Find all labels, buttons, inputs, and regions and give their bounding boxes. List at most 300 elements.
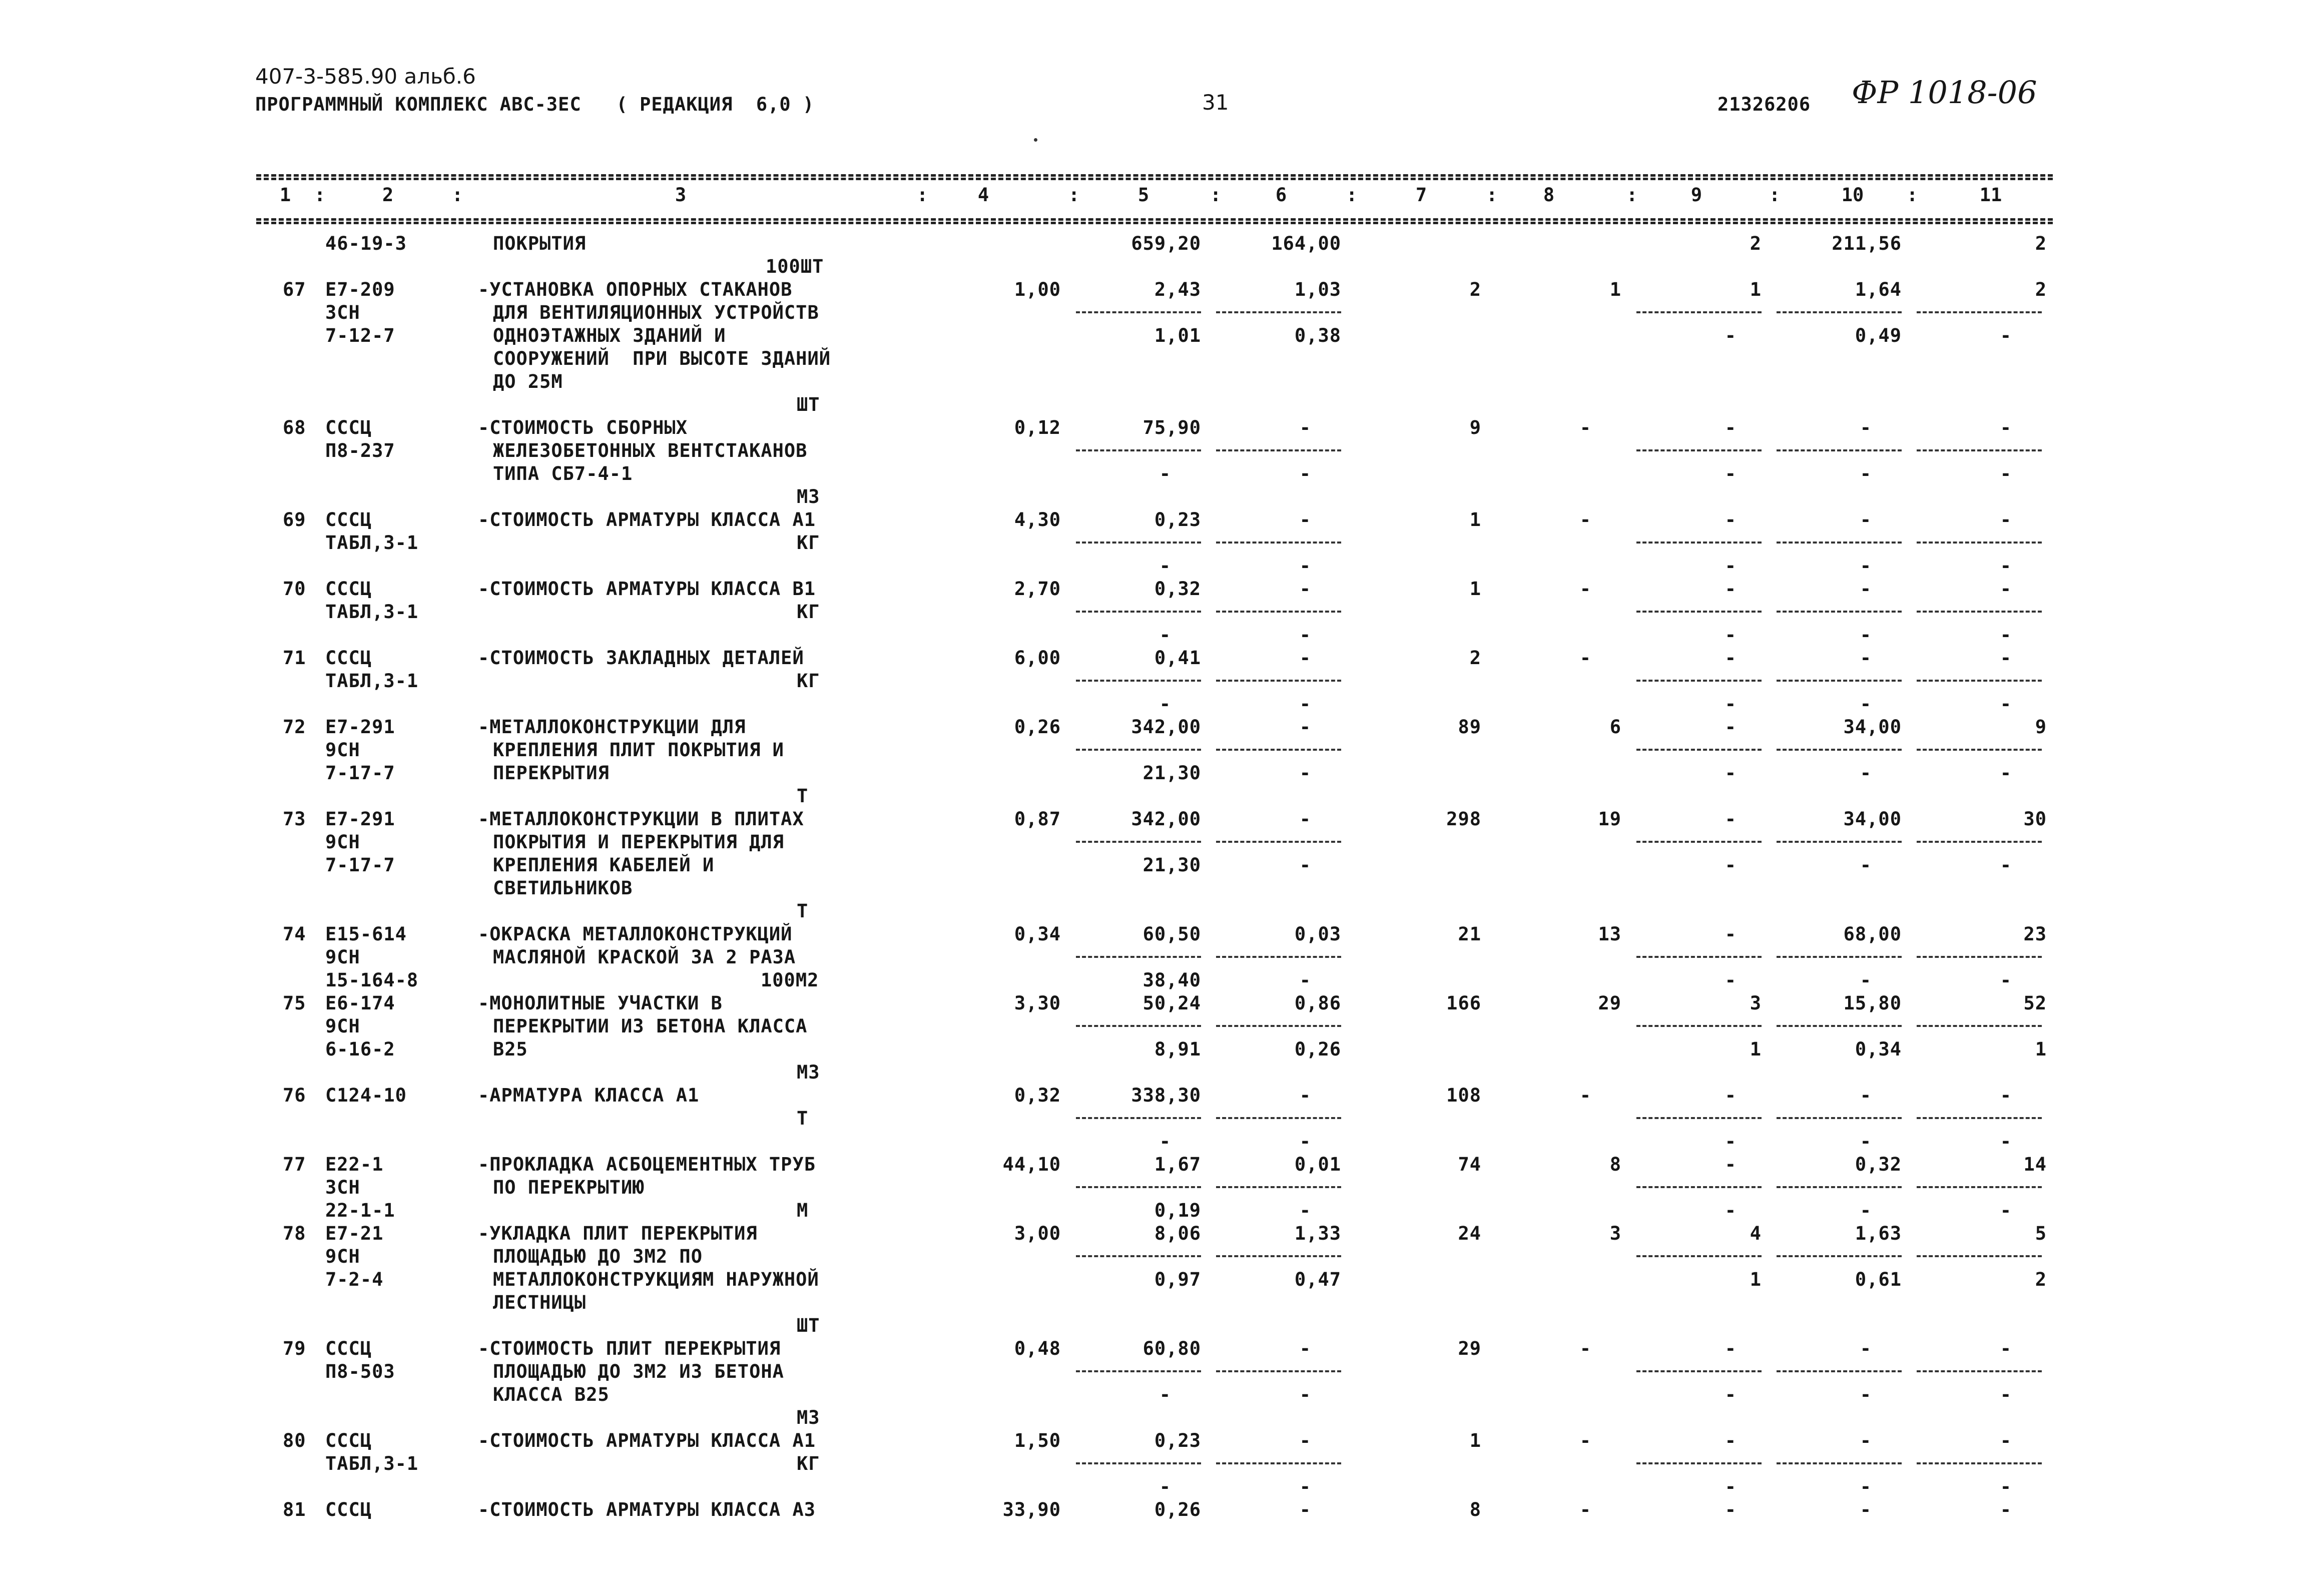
divider xyxy=(1216,311,1341,313)
col9: - xyxy=(1724,1200,1737,1221)
col11: 2 xyxy=(2035,233,2047,254)
rate-code: Е6-174 xyxy=(325,992,395,1014)
rate-code: СССЦ xyxy=(325,578,372,600)
col9: - xyxy=(1724,647,1737,669)
rate-code-sub: 9СН xyxy=(325,831,360,853)
row-number: 75 xyxy=(283,992,306,1014)
col5: 60,50 xyxy=(1142,923,1201,945)
col5: 342,00 xyxy=(1131,716,1201,738)
page-number: 31 xyxy=(1202,90,1229,115)
col6: - xyxy=(1299,693,1311,715)
col11: 23 xyxy=(2023,923,2047,945)
row-number: 78 xyxy=(283,1223,306,1244)
col9: - xyxy=(1724,463,1737,484)
row-number: 72 xyxy=(283,716,306,738)
description: ПЕРЕКРЫТИИ ИЗ БЕТОНА КЛАССА xyxy=(493,1015,808,1037)
rate-code-sub: П8-237 xyxy=(325,440,395,461)
col10: - xyxy=(1860,969,1872,991)
rate-code-ref: 7-17-7 xyxy=(325,762,395,784)
col11: 14 xyxy=(2023,1154,2047,1175)
divider xyxy=(1076,542,1201,544)
col8: - xyxy=(1579,509,1591,530)
header-bottom-rule xyxy=(256,218,2053,224)
col7: 1 xyxy=(1469,1430,1481,1451)
col8: - xyxy=(1579,1338,1591,1359)
col10: - xyxy=(1860,854,1872,876)
col11: - xyxy=(2000,762,2012,784)
col6: - xyxy=(1299,716,1311,738)
col8: 6 xyxy=(1609,716,1621,738)
description: ПЛОЩАДЬЮ ДО 3М2 ИЗ БЕТОНА xyxy=(493,1361,784,1382)
divider xyxy=(1636,611,1762,613)
col10: 0,34 xyxy=(1855,1038,1902,1060)
col11: - xyxy=(2000,647,2012,669)
description: КРЕПЛЕНИЯ КАБЕЛЕЙ И xyxy=(493,854,715,876)
col9: 1 xyxy=(1750,1038,1762,1060)
col9: - xyxy=(1724,1131,1737,1152)
col9: 3 xyxy=(1750,992,1762,1014)
col6: 0,03 xyxy=(1294,923,1341,945)
col9: 1 xyxy=(1750,1269,1762,1290)
divider xyxy=(1636,1255,1762,1257)
divider xyxy=(1636,749,1762,751)
divider xyxy=(1076,611,1201,613)
col5: 0,23 xyxy=(1154,509,1201,530)
col6: - xyxy=(1299,1430,1311,1451)
divider xyxy=(1777,1462,1902,1464)
handwritten-signature: ФР 1018-06 xyxy=(1852,74,2037,111)
divider xyxy=(1076,680,1201,682)
column-separator: : xyxy=(1068,184,1080,206)
divider xyxy=(1777,611,1902,613)
row-number: 71 xyxy=(283,647,306,669)
divider xyxy=(1777,749,1902,751)
col10: - xyxy=(1860,578,1872,600)
row-number: 67 xyxy=(283,279,306,300)
col5: 659,20 xyxy=(1131,233,1201,254)
col7: 1 xyxy=(1469,578,1481,600)
description: КРЕПЛЕНИЯ ПЛИТ ПОКРЫТИЯ И xyxy=(493,739,784,761)
col7: 166 xyxy=(1446,992,1481,1014)
col4: 0,48 xyxy=(1014,1338,1061,1359)
description: -МЕТАЛЛОКОНСТРУКЦИИ В ПЛИТАХ xyxy=(478,808,804,830)
rate-code: СССЦ xyxy=(325,647,372,669)
unit: М3 xyxy=(797,486,820,507)
unit: М3 xyxy=(797,1407,820,1428)
rate-code-sub: ТАБЛ,3-1 xyxy=(325,670,419,692)
row-number: 80 xyxy=(283,1430,306,1451)
col10: - xyxy=(1860,1476,1872,1497)
divider xyxy=(1917,680,2042,682)
divider xyxy=(1777,1025,1902,1027)
col9: - xyxy=(1724,969,1737,991)
col6: - xyxy=(1299,417,1311,438)
description: СООРУЖЕНИЙ ПРИ ВЫСОТЕ ЗДАНИЙ xyxy=(493,348,831,369)
speck xyxy=(1034,138,1037,142)
col6: 0,86 xyxy=(1294,992,1341,1014)
col5: 38,40 xyxy=(1142,969,1201,991)
rate-code: СССЦ xyxy=(325,417,372,438)
divider xyxy=(1636,680,1762,682)
col5: 21,30 xyxy=(1142,854,1201,876)
column-separator: : xyxy=(1210,184,1222,206)
description: -СТОИМОСТЬ АРМАТУРЫ КЛАССА В1 xyxy=(478,578,816,600)
col7: 21 xyxy=(1458,923,1481,945)
col6: 1,03 xyxy=(1294,279,1341,300)
divider xyxy=(1076,1370,1201,1372)
divider xyxy=(1216,1025,1341,1027)
rate-code: Е7-209 xyxy=(325,279,395,300)
divider xyxy=(1777,449,1902,451)
divider xyxy=(1076,841,1201,843)
divider xyxy=(1777,1117,1902,1119)
col5: - xyxy=(1159,1131,1171,1152)
col9: - xyxy=(1724,1430,1737,1451)
col4: 0,26 xyxy=(1014,716,1061,738)
row-number: 74 xyxy=(283,923,306,945)
col9: - xyxy=(1724,1384,1737,1405)
rate-code: СССЦ xyxy=(325,1499,372,1520)
description: -СТОИМОСТЬ АРМАТУРЫ КЛАССА А1 xyxy=(478,509,816,530)
divider xyxy=(1777,680,1902,682)
col7: 1 xyxy=(1469,509,1481,530)
row-number: 76 xyxy=(283,1085,306,1106)
divider xyxy=(1917,749,2042,751)
unit: ШТ xyxy=(797,1315,820,1336)
divider xyxy=(1636,956,1762,958)
col6: - xyxy=(1299,808,1311,830)
column-separator: : xyxy=(1486,184,1498,206)
divider xyxy=(1636,1462,1762,1464)
document-code: 21326206 xyxy=(1717,94,1811,115)
col10: - xyxy=(1860,1499,1872,1520)
col6: - xyxy=(1299,1476,1311,1497)
col6: - xyxy=(1299,647,1311,669)
col11: - xyxy=(2000,509,2012,530)
col10: 1,64 xyxy=(1855,279,1902,300)
unit: 100М2 xyxy=(761,969,819,991)
col9: - xyxy=(1724,1476,1737,1497)
col5: 0,97 xyxy=(1154,1269,1201,1290)
divider xyxy=(1777,542,1902,544)
divider xyxy=(1216,1117,1341,1119)
col8: 3 xyxy=(1609,1223,1621,1244)
rate-code: Е7-291 xyxy=(325,808,395,830)
col6: - xyxy=(1299,624,1311,646)
description: -СТОИМОСТЬ СБОРНЫХ xyxy=(478,417,688,438)
col5: 1,67 xyxy=(1154,1154,1201,1175)
divider xyxy=(1636,449,1762,451)
row-number: 79 xyxy=(283,1338,306,1359)
col10: - xyxy=(1860,1085,1872,1106)
col10: - xyxy=(1860,624,1872,646)
col6: - xyxy=(1299,578,1311,600)
col6: 164,00 xyxy=(1271,233,1341,254)
rate-code-ref: 22-1-1 xyxy=(325,1200,395,1221)
col9: - xyxy=(1724,716,1737,738)
col5: 338,30 xyxy=(1131,1085,1201,1106)
col10: 15,80 xyxy=(1843,992,1902,1014)
divider xyxy=(1076,749,1201,751)
program-title: ПРОГРАММНЫЙ КОМПЛЕКС АВС-3ЕС ( РЕДАКЦИЯ 6,0 ) xyxy=(255,94,815,115)
col11: 2 xyxy=(2035,1269,2047,1290)
col7: 24 xyxy=(1458,1223,1481,1244)
col7: 9 xyxy=(1469,417,1481,438)
divider xyxy=(1777,311,1902,313)
divider xyxy=(1216,1462,1341,1464)
rate-code: Е15-614 xyxy=(325,923,407,945)
col11: - xyxy=(2000,1430,2012,1451)
col10: - xyxy=(1860,555,1872,577)
col5: 60,80 xyxy=(1142,1338,1201,1359)
col5: - xyxy=(1159,1384,1171,1405)
column-header-2: 2 xyxy=(382,184,394,206)
column-separator: : xyxy=(1626,184,1638,206)
description: ЖЕЛЕЗОБЕТОННЫХ ВЕНТСТАКАНОВ xyxy=(493,440,808,461)
col6: 0,01 xyxy=(1294,1154,1341,1175)
rate-code-sub: 9СН xyxy=(325,946,360,968)
col4: 44,10 xyxy=(1002,1154,1061,1175)
col10: 34,00 xyxy=(1843,716,1902,738)
col10: - xyxy=(1860,1200,1872,1221)
col8: - xyxy=(1579,1499,1591,1520)
col6: - xyxy=(1299,1499,1311,1520)
divider xyxy=(1216,1186,1341,1188)
description: -ОКРАСКА МЕТАЛЛОКОНСТРУКЦИЙ xyxy=(478,923,793,945)
col8: 1 xyxy=(1609,279,1621,300)
divider xyxy=(1216,749,1341,751)
col7: 89 xyxy=(1458,716,1481,738)
description: ПОКРЫТИЯ И ПЕРЕКРЫТИЯ ДЛЯ xyxy=(493,831,784,853)
rate-code-sub: 9СН xyxy=(325,739,360,761)
col4: 33,90 xyxy=(1002,1499,1061,1520)
col10: - xyxy=(1860,463,1872,484)
col7: 2 xyxy=(1469,647,1481,669)
col9: - xyxy=(1724,1085,1737,1106)
col11: - xyxy=(2000,624,2012,646)
unit: КГ xyxy=(797,1453,820,1474)
col7: 298 xyxy=(1446,808,1481,830)
divider xyxy=(1917,1462,2042,1464)
col11: - xyxy=(2000,1338,2012,1359)
col5: - xyxy=(1159,463,1171,484)
col4: 2,70 xyxy=(1014,578,1061,600)
divider xyxy=(1917,956,2042,958)
col4: 0,12 xyxy=(1014,417,1061,438)
col5: 0,26 xyxy=(1154,1499,1201,1520)
divider xyxy=(1216,542,1341,544)
divider xyxy=(1636,311,1762,313)
col9: - xyxy=(1724,555,1737,577)
col5: 342,00 xyxy=(1131,808,1201,830)
col6: - xyxy=(1299,1384,1311,1405)
col9: - xyxy=(1724,1154,1737,1175)
rate-code: СССЦ xyxy=(325,1430,372,1451)
divider xyxy=(1636,841,1762,843)
col6: - xyxy=(1299,969,1311,991)
col9: 1 xyxy=(1750,279,1762,300)
col10: - xyxy=(1860,417,1872,438)
col11: - xyxy=(2000,1499,2012,1520)
col5: 50,24 xyxy=(1142,992,1201,1014)
col7: 108 xyxy=(1446,1085,1481,1106)
col7: 8 xyxy=(1469,1499,1481,1520)
column-separator: : xyxy=(314,184,326,206)
col7: 29 xyxy=(1458,1338,1481,1359)
col11: 2 xyxy=(2035,279,2047,300)
col11: - xyxy=(2000,555,2012,577)
col6: 0,26 xyxy=(1294,1038,1341,1060)
col4: 1,00 xyxy=(1014,279,1061,300)
col4: 3,30 xyxy=(1014,992,1061,1014)
description: ПЛОЩАДЬЮ ДО 3М2 ПО xyxy=(493,1246,703,1267)
divider xyxy=(1917,311,2042,313)
col4: 0,32 xyxy=(1014,1085,1061,1106)
col10: 1,63 xyxy=(1855,1223,1902,1244)
col6: 0,47 xyxy=(1294,1269,1341,1290)
col6: 1,33 xyxy=(1294,1223,1341,1244)
col4: 0,87 xyxy=(1014,808,1061,830)
col5: 75,90 xyxy=(1142,417,1201,438)
col5: 0,19 xyxy=(1154,1200,1201,1221)
description: ЛЕСТНИЦЫ xyxy=(493,1292,587,1313)
col5: - xyxy=(1159,624,1171,646)
divider xyxy=(1917,611,2042,613)
column-header-11: 11 xyxy=(1979,184,2002,206)
col6: - xyxy=(1299,1200,1311,1221)
rate-code-ref: 7-17-7 xyxy=(325,854,395,876)
rate-code-sub: П8-503 xyxy=(325,1361,395,1382)
rate-code-sub: ЗСН xyxy=(325,1177,360,1198)
unit: М xyxy=(797,1200,809,1221)
rate-code: Е7-291 xyxy=(325,716,395,738)
col5: 0,41 xyxy=(1154,647,1201,669)
unit: 100ШТ xyxy=(766,256,824,277)
column-header-3: 3 xyxy=(675,184,687,206)
description: МАСЛЯНОЙ КРАСКОЙ ЗА 2 РАЗА xyxy=(493,946,796,968)
col11: - xyxy=(2000,854,2012,876)
divider xyxy=(1076,1255,1201,1257)
description: -АРМАТУРА КЛАССА А1 xyxy=(478,1085,700,1106)
col8: - xyxy=(1579,578,1591,600)
description: -СТОИМОСТЬ ЗАКЛАДНЫХ ДЕТАЛЕЙ xyxy=(478,647,804,669)
column-header-8: 8 xyxy=(1543,184,1555,206)
col7: 74 xyxy=(1458,1154,1481,1175)
divider xyxy=(1076,1117,1201,1119)
col8: 13 xyxy=(1598,923,1621,945)
description: -СТОИМОСТЬ АРМАТУРЫ КЛАССА А3 xyxy=(478,1499,816,1520)
divider xyxy=(1777,1186,1902,1188)
col6: - xyxy=(1299,463,1311,484)
rate-code-ref: 6-16-2 xyxy=(325,1038,395,1060)
col5: 0,32 xyxy=(1154,578,1201,600)
description: -СТОИМОСТЬ ПЛИТ ПЕРЕКРЫТИЯ xyxy=(478,1338,781,1359)
rate-code-sub: ТАБЛ,3-1 xyxy=(325,1453,419,1474)
col10: - xyxy=(1860,1384,1872,1405)
col9: - xyxy=(1724,762,1737,784)
description: ОДНОЭТАЖНЫХ ЗДАНИЙ И xyxy=(493,325,726,346)
col10: 34,00 xyxy=(1843,808,1902,830)
divider xyxy=(1917,1117,2042,1119)
column-header-6: 6 xyxy=(1275,184,1287,206)
description: ТИПА СБ7-4-1 xyxy=(493,463,633,484)
divider xyxy=(1076,311,1201,313)
col5: 1,01 xyxy=(1154,325,1201,346)
col11: - xyxy=(2000,417,2012,438)
col9: - xyxy=(1724,417,1737,438)
rate-code: С124-10 xyxy=(325,1085,407,1106)
col11: - xyxy=(2000,1476,2012,1497)
col11: 9 xyxy=(2035,716,2047,738)
description: -УСТАНОВКА ОПОРНЫХ СТАКАНОВ xyxy=(478,279,793,300)
rate-code: СССЦ xyxy=(325,509,372,530)
col7: 2 xyxy=(1469,279,1481,300)
description: КЛАССА В25 xyxy=(493,1384,610,1405)
description: ДО 25М xyxy=(493,371,563,392)
col9: - xyxy=(1724,578,1737,600)
divider xyxy=(1636,1117,1762,1119)
col11: 52 xyxy=(2023,992,2047,1014)
rate-code-sub: ЗСН xyxy=(325,302,360,323)
divider xyxy=(1216,449,1341,451)
divider xyxy=(1216,841,1341,843)
description: ДЛЯ ВЕНТИЛЯЦИОННЫХ УСТРОЙСТВ xyxy=(493,302,819,323)
divider xyxy=(1777,841,1902,843)
col9: - xyxy=(1724,808,1737,830)
divider xyxy=(1636,1025,1762,1027)
rate-code: СССЦ xyxy=(325,1338,372,1359)
description: -ПРОКЛАДКА АСБОЦЕМЕНТНЫХ ТРУБ xyxy=(478,1154,816,1175)
column-separator: : xyxy=(917,184,928,206)
rate-code-sub: 9СН xyxy=(325,1246,360,1267)
divider xyxy=(1076,1025,1201,1027)
row-number: 73 xyxy=(283,808,306,830)
divider xyxy=(1636,1186,1762,1188)
description: -УКЛАДКА ПЛИТ ПЕРЕКРЫТИЯ xyxy=(478,1223,758,1244)
column-separator: : xyxy=(1346,184,1358,206)
divider xyxy=(1076,1186,1201,1188)
divider xyxy=(1076,449,1201,451)
column-header-1: 1 xyxy=(279,184,291,206)
col5: 21,30 xyxy=(1142,762,1201,784)
col6: - xyxy=(1299,509,1311,530)
col8: 8 xyxy=(1609,1154,1621,1175)
col11: - xyxy=(2000,1131,2012,1152)
col11: - xyxy=(2000,1085,2012,1106)
col9: 4 xyxy=(1750,1223,1762,1244)
divider xyxy=(1917,449,2042,451)
divider xyxy=(1777,956,1902,958)
unit: Т xyxy=(797,785,809,807)
col4: 3,00 xyxy=(1014,1223,1061,1244)
col8: - xyxy=(1579,647,1591,669)
col5: - xyxy=(1159,693,1171,715)
col11: - xyxy=(2000,693,2012,715)
rate-code-sub: ТАБЛ,3-1 xyxy=(325,601,419,623)
divider xyxy=(1917,542,2042,544)
col10: - xyxy=(1860,762,1872,784)
row-number: 69 xyxy=(283,509,306,530)
col5: 8,06 xyxy=(1154,1223,1201,1244)
row-number: 81 xyxy=(283,1499,306,1520)
description: ПОКРЫТИЯ xyxy=(493,233,587,254)
divider xyxy=(1216,1370,1341,1372)
unit: КГ xyxy=(797,532,820,554)
col9: - xyxy=(1724,923,1737,945)
col5: 2,43 xyxy=(1154,279,1201,300)
col8: - xyxy=(1579,1430,1591,1451)
col6: - xyxy=(1299,762,1311,784)
